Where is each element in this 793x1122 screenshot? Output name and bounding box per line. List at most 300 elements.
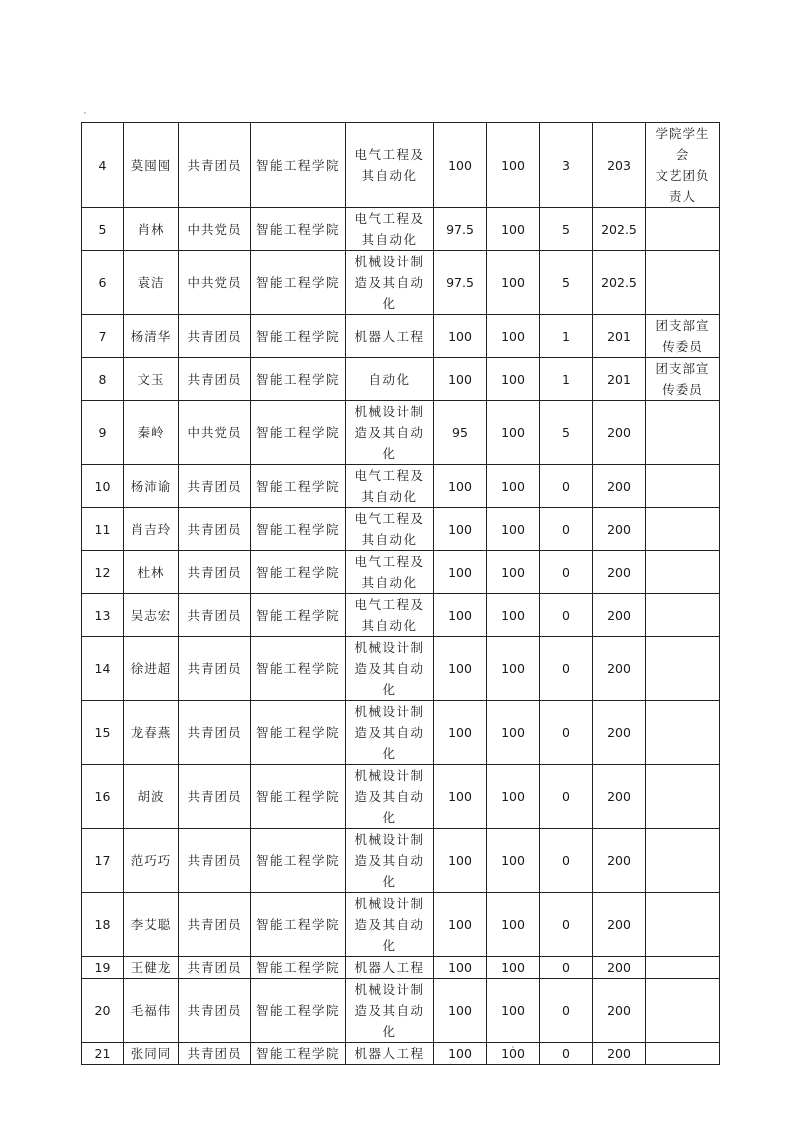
row-number-cell [82,208,124,251]
student-name-cell [124,358,179,401]
student-name: 徐进超 [130,661,172,676]
bonus-points: 1 [562,328,570,344]
political-status-cell [179,701,251,765]
major-name-cell [346,893,434,957]
major-name-cell [346,123,434,208]
remark-cell [646,765,720,829]
score-1: 97.5 [446,275,474,290]
table-row [82,551,720,594]
political-status-cell [179,208,251,251]
row-number-cell [82,1043,124,1065]
total-score: 200 [607,478,631,494]
row-number-cell [82,957,124,979]
college-name: 智能工程学院 [255,960,340,975]
score-1-cell [434,893,487,957]
college-name-cell [251,957,346,979]
score-2: 100 [501,221,525,237]
score-1-cell [434,957,487,979]
student-name: 龙春燕 [130,725,172,740]
political-status: 共青团员 [187,789,242,804]
score-2: 100 [501,960,525,975]
table-row [82,701,720,765]
score-2: 100 [501,917,525,932]
score-1: 100 [448,157,472,173]
political-status: 共青团员 [187,725,242,740]
college-name: 智能工程学院 [255,1046,340,1061]
score-2-cell [487,765,540,829]
college-name-cell [251,401,346,465]
student-name: 肖林 [137,221,165,237]
score-1: 97.5 [446,221,474,237]
score-2-cell [487,315,540,358]
score-1-cell [434,508,487,551]
college-name: 智能工程学院 [255,661,340,676]
score-2: 100 [501,425,525,440]
total-score: 200 [607,564,631,580]
total-score: 200 [607,521,631,537]
major-name: 机器人工程 [354,1046,425,1061]
student-roster-table [81,122,720,1065]
total-score: 200 [607,853,631,868]
student-name: 李艾聪 [130,917,172,932]
table-row [82,208,720,251]
score-1: 100 [448,1046,472,1061]
college-name-cell [251,637,346,701]
table-row [82,893,720,957]
score-2: 100 [501,1003,525,1018]
score-1-cell [434,701,487,765]
row-number-cell [82,401,124,465]
total-score-cell [593,508,646,551]
score-2: 100 [501,661,525,676]
college-name: 智能工程学院 [255,328,340,344]
major-name-cell [346,829,434,893]
score-1-cell [434,251,487,315]
remark-cell [646,208,720,251]
major-name-cell [346,957,434,979]
major-name-cell [346,208,434,251]
major-name-cell [346,1043,434,1065]
row-number-cell [82,979,124,1043]
college-name-cell [251,508,346,551]
score-1-cell [434,123,487,208]
row-number-cell [82,123,124,208]
score-1: 100 [448,1003,472,1018]
major-name-cell [346,508,434,551]
table-row [82,1043,720,1065]
total-score: 203 [607,157,631,173]
college-name: 智能工程学院 [255,371,340,387]
student-name: 杜林 [137,564,165,580]
row-number: 11 [94,521,111,537]
political-status: 共青团员 [187,371,242,387]
student-name: 莫囤囤 [130,157,172,173]
score-2-cell [487,979,540,1043]
political-status-cell [179,123,251,208]
bonus-points: 1 [562,371,570,387]
political-status: 共青团员 [187,917,242,932]
table-row [82,508,720,551]
total-score: 200 [607,789,631,804]
political-status: 中共党员 [187,221,242,237]
college-name: 智能工程学院 [255,1003,340,1018]
score-1-cell [434,465,487,508]
student-name-cell [124,251,179,315]
score-1-cell [434,594,487,637]
political-status: 共青团员 [187,607,242,623]
total-score-cell [593,957,646,979]
bonus-points: 0 [562,607,570,623]
bonus-points: 5 [562,275,570,290]
total-score-cell [593,251,646,315]
bonus-points: 0 [562,1046,570,1061]
bonus-points-cell [540,893,593,957]
total-score-cell [593,315,646,358]
bonus-points-cell [540,358,593,401]
college-name-cell [251,465,346,508]
political-status: 中共党员 [187,425,242,440]
major-name: 机械设计制 造及其自动 化 [354,640,425,697]
political-status: 共青团员 [187,661,242,676]
political-status: 共青团员 [187,1003,242,1018]
political-status-cell [179,957,251,979]
total-score: 200 [607,917,631,932]
table-row [82,594,720,637]
row-number: 19 [94,960,111,975]
total-score-cell [593,465,646,508]
bonus-points: 0 [562,564,570,580]
score-2-cell [487,1043,540,1065]
remark-cell [646,465,720,508]
college-name: 智能工程学院 [255,221,340,237]
political-status-cell [179,315,251,358]
remark-cell [646,315,720,358]
political-status: 中共党员 [187,275,242,290]
score-2-cell [487,637,540,701]
total-score-cell [593,358,646,401]
student-name: 吴志宏 [130,607,172,623]
score-1: 100 [448,328,472,344]
political-status: 共青团员 [187,960,242,975]
student-name: 张同同 [130,1046,172,1061]
student-name: 杨清华 [130,328,172,344]
score-2-cell [487,251,540,315]
row-number-cell [82,358,124,401]
political-status: 共青团员 [187,328,242,344]
political-status-cell [179,508,251,551]
row-number: 13 [94,607,111,623]
student-name-cell [124,508,179,551]
remark: 团支部宣 传委员 [655,318,710,354]
student-name: 杨沛谕 [130,478,172,494]
score-2-cell [487,358,540,401]
score-1: 100 [448,661,472,676]
remark-cell [646,701,720,765]
score-2-cell [487,551,540,594]
political-status-cell [179,893,251,957]
total-score-cell [593,208,646,251]
college-name: 智能工程学院 [255,725,340,740]
total-score-cell [593,893,646,957]
row-number: 5 [98,221,107,237]
major-name-cell [346,701,434,765]
table-row [82,315,720,358]
student-name: 文玉 [137,371,165,387]
major-name: 机械设计制 造及其自动 化 [354,982,425,1039]
student-name-cell [124,765,179,829]
row-number-cell [82,701,124,765]
political-status-cell [179,765,251,829]
political-status-cell [179,829,251,893]
row-number: 16 [94,789,111,804]
college-name-cell [251,979,346,1043]
row-number: 8 [98,371,107,387]
table-row [82,401,720,465]
table-row [82,957,720,979]
major-name: 机器人工程 [354,960,425,975]
bonus-points: 0 [562,917,570,932]
college-name-cell [251,551,346,594]
row-number: 4 [98,157,107,173]
bonus-points: 0 [562,478,570,494]
college-name-cell [251,358,346,401]
bonus-points-cell [540,551,593,594]
college-name: 智能工程学院 [255,425,340,440]
college-name: 智能工程学院 [255,853,340,868]
total-score-cell [593,701,646,765]
bonus-points-cell [540,979,593,1043]
score-2-cell [487,401,540,465]
major-name: 电气工程及 其自动化 [354,468,425,504]
score-2-cell [487,208,540,251]
bonus-points: 0 [562,960,570,975]
college-name-cell [251,251,346,315]
political-status-cell [179,637,251,701]
row-number: 21 [94,1046,111,1061]
table-row [82,979,720,1043]
political-status-cell [179,979,251,1043]
bonus-points: 0 [562,853,570,868]
total-score-cell [593,551,646,594]
political-status: 共青团员 [187,853,242,868]
major-name: 机械设计制 造及其自动 化 [354,254,425,311]
college-name: 智能工程学院 [255,157,340,173]
bonus-points-cell [540,701,593,765]
student-name-cell [124,465,179,508]
bonus-points: 5 [562,425,570,440]
total-score-cell [593,401,646,465]
remark: 学院学生会 文艺团负 责人 [655,126,710,204]
score-1-cell [434,358,487,401]
total-score: 202.5 [601,221,637,237]
student-name: 王健龙 [130,960,172,975]
bonus-points: 5 [562,221,570,237]
college-name-cell [251,829,346,893]
score-2: 100 [501,157,525,173]
total-score: 200 [607,960,631,975]
college-name: 智能工程学院 [255,607,340,623]
college-name: 智能工程学院 [255,564,340,580]
college-name: 智能工程学院 [255,789,340,804]
bonus-points: 0 [562,789,570,804]
score-2-cell [487,829,540,893]
total-score: 200 [607,1046,631,1061]
row-number: 12 [94,564,111,580]
college-name-cell [251,315,346,358]
political-status: 共青团员 [187,521,242,537]
student-name-cell [124,893,179,957]
student-name-cell [124,637,179,701]
major-name-cell [346,637,434,701]
total-score: 200 [607,725,631,740]
table-row [82,765,720,829]
college-name-cell [251,1043,346,1065]
row-number: 9 [98,425,107,440]
row-number-cell [82,765,124,829]
score-1-cell [434,829,487,893]
score-1-cell [434,208,487,251]
score-2: 100 [501,521,525,537]
major-name: 电气工程及 其自动化 [354,597,425,633]
student-name: 胡波 [137,789,165,804]
score-1-cell [434,1043,487,1065]
row-number-cell [82,893,124,957]
major-name: 电气工程及 其自动化 [354,511,425,547]
score-1-cell [434,979,487,1043]
political-status-cell [179,401,251,465]
score-1: 100 [448,917,472,932]
score-1: 100 [448,371,472,387]
remark-cell [646,957,720,979]
major-name: 机械设计制 造及其自动 化 [354,896,425,953]
remark-cell [646,829,720,893]
bonus-points-cell [540,957,593,979]
political-status: 共青团员 [187,157,242,173]
student-name-cell [124,979,179,1043]
student-name-cell [124,208,179,251]
total-score: 200 [607,425,631,440]
score-2: 100 [501,275,525,290]
political-status: 共青团员 [187,1046,242,1061]
score-2: 100 [501,789,525,804]
college-name: 智能工程学院 [255,917,340,932]
score-1-cell [434,551,487,594]
total-score: 200 [607,661,631,676]
major-name-cell [346,765,434,829]
table-row [82,251,720,315]
political-status: 共青团员 [187,478,242,494]
remark-cell [646,551,720,594]
score-2-cell [487,123,540,208]
row-number-cell [82,829,124,893]
table-body [82,123,720,1065]
college-name-cell [251,594,346,637]
total-score-cell [593,979,646,1043]
student-name: 范巧巧 [130,853,172,868]
bonus-points-cell [540,315,593,358]
row-number-cell [82,251,124,315]
student-name: 肖吉玲 [130,521,172,537]
row-number: 18 [94,917,111,932]
major-name-cell [346,251,434,315]
total-score-cell [593,829,646,893]
student-name-cell [124,957,179,979]
row-number-cell [82,551,124,594]
bonus-points-cell [540,1043,593,1065]
bonus-points-cell [540,508,593,551]
score-1-cell [434,637,487,701]
college-name-cell [251,893,346,957]
bonus-points-cell [540,594,593,637]
score-1: 100 [448,564,472,580]
bonus-points-cell [540,123,593,208]
score-2-cell [487,594,540,637]
score-2: 100 [501,564,525,580]
table-row [82,829,720,893]
bonus-points: 3 [562,157,570,173]
college-name-cell [251,123,346,208]
total-score-cell [593,123,646,208]
table-row [82,358,720,401]
remark-cell [646,637,720,701]
score-1-cell [434,401,487,465]
bonus-points-cell [540,829,593,893]
major-name-cell [346,594,434,637]
total-score-cell [593,637,646,701]
table-row [82,123,720,208]
row-number-cell [82,465,124,508]
bonus-points-cell [540,251,593,315]
table-row [82,465,720,508]
remark-cell [646,401,720,465]
row-number: 17 [94,853,111,868]
total-score: 200 [607,607,631,623]
student-name-cell [124,551,179,594]
student-name-cell [124,315,179,358]
score-1: 100 [448,478,472,494]
bonus-points: 0 [562,725,570,740]
row-number: 7 [98,328,107,344]
score-2-cell [487,508,540,551]
bonus-points-cell [540,465,593,508]
total-score: 200 [607,1003,631,1018]
score-1: 100 [448,521,472,537]
score-1-cell [434,765,487,829]
score-1: 100 [448,960,472,975]
major-name: 机械设计制 造及其自动 化 [354,704,425,761]
bonus-points: 0 [562,661,570,676]
score-2-cell [487,957,540,979]
row-number: 14 [94,661,111,676]
score-1: 100 [448,789,472,804]
political-status-cell [179,251,251,315]
college-name: 智能工程学院 [255,521,340,537]
row-number: 6 [98,275,107,290]
score-2-cell [487,465,540,508]
major-name-cell [346,315,434,358]
remark-cell [646,893,720,957]
college-name-cell [251,701,346,765]
remark-cell [646,123,720,208]
major-name-cell [346,979,434,1043]
political-status: 共青团员 [187,564,242,580]
college-name: 智能工程学院 [255,478,340,494]
total-score: 201 [607,371,631,387]
row-number-cell [82,315,124,358]
student-name-cell [124,1043,179,1065]
remark-cell [646,358,720,401]
bonus-points-cell [540,765,593,829]
